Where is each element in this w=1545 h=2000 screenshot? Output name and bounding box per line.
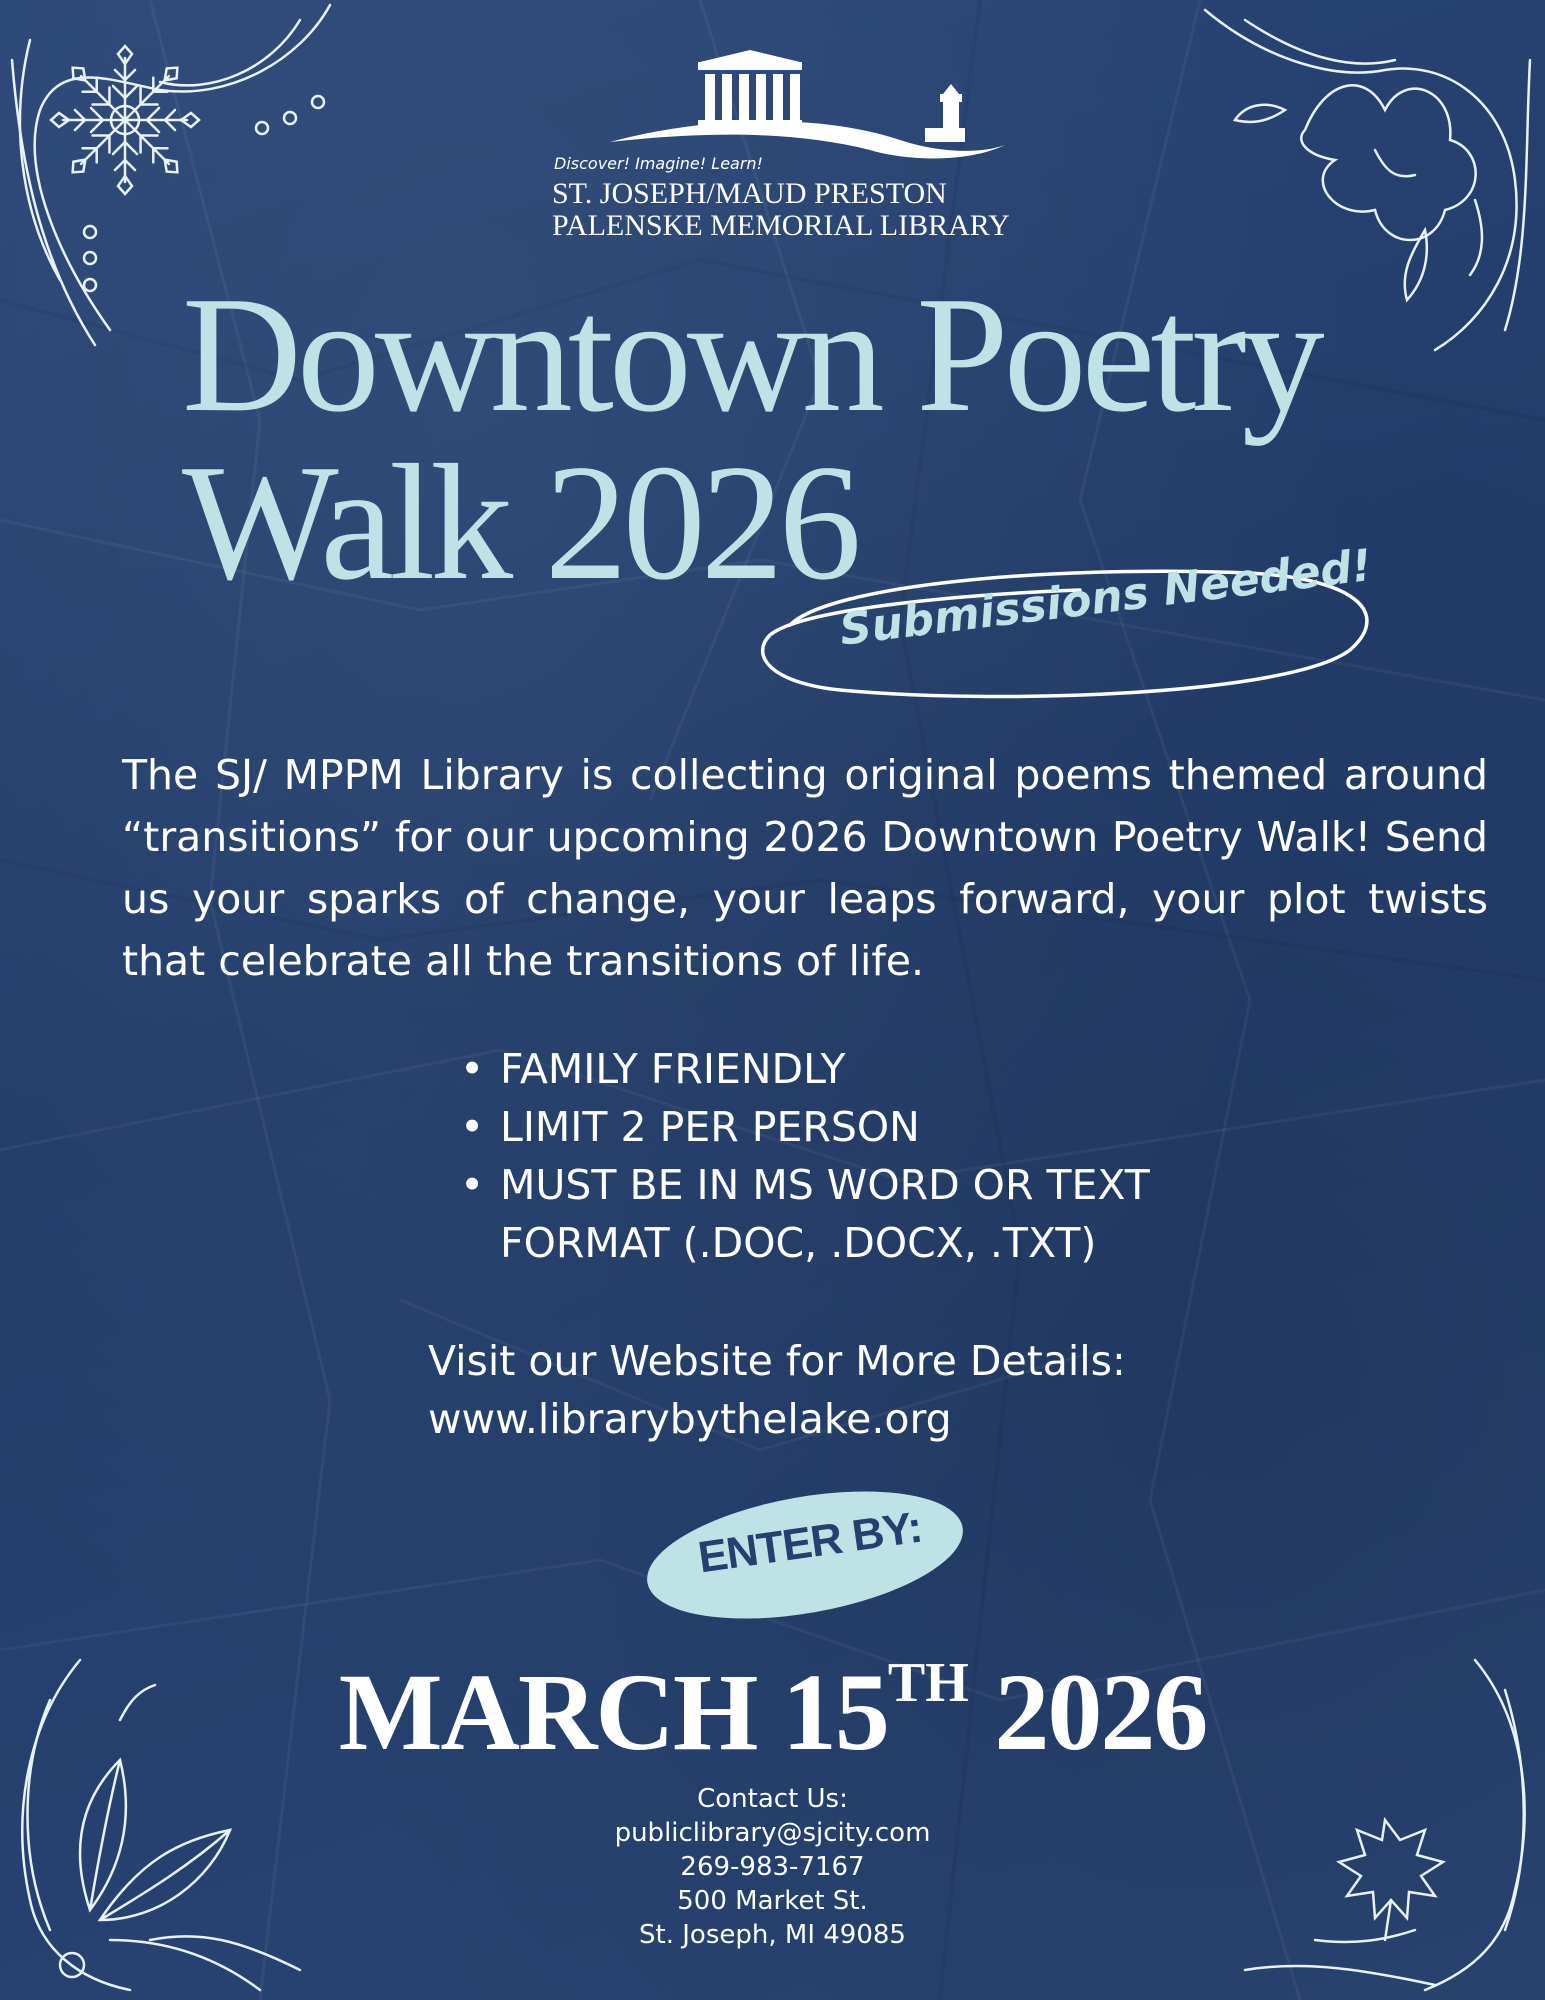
bullet-icon: •	[460, 1103, 485, 1151]
bullet-icon: •	[460, 1045, 485, 1093]
contact-street: 500 Market St.	[677, 1886, 868, 1916]
deadline-suffix: TH	[887, 1652, 969, 1714]
rule-item: • LIMIT 2 PER PERSON	[500, 1098, 1240, 1156]
contact-info	[0, 1782, 1545, 1952]
contact-city: St. Joseph, MI 49085	[639, 1920, 906, 1950]
title-line2: Walk 2026	[182, 430, 857, 614]
intro-paragraph: The SJ/ MPPM Library is collecting original poems themed around “transitions” for our upcoming 2026 Downtown Poetry Walk! Send us your sparks of change, your leaps forward, your plot twists that celebrate all the transitions of life.	[122, 751, 1488, 985]
website-link[interactable]: www.librarybythelake.org	[428, 1395, 952, 1443]
library-name-line2: PALENSKE MEMORIAL LIBRARY	[552, 209, 1010, 242]
submission-rules-list	[455, 1040, 1240, 1272]
website-info	[428, 1332, 1126, 1448]
bullet-icon: •	[460, 1161, 485, 1209]
enter-by-badge	[640, 1470, 970, 1620]
contact-heading: Contact Us:	[697, 1784, 848, 1814]
library-name-line1: ST. JOSEPH/MAUD PRESTON	[552, 177, 947, 210]
rule-item: • FAMILY FRIENDLY	[500, 1040, 1240, 1098]
submissions-callout	[750, 539, 1380, 715]
enter-by-text: ENTER BY:	[695, 1502, 925, 1583]
library-building-lighthouse-icon	[550, 50, 1030, 160]
deadline-date	[0, 1618, 1545, 1777]
library-tagline: Discover! Imagine! Learn!	[554, 154, 763, 173]
library-logo	[550, 50, 1030, 250]
rule-item: • MUST BE IN MS WORD OR TEXT FORMAT (.DOC, .DOCX, .TXT)	[500, 1156, 1240, 1272]
submissions-needed-text: Submissions Needed!	[836, 539, 1375, 656]
library-name	[552, 178, 1010, 242]
website-label: Visit our Website for More Details:	[428, 1337, 1126, 1385]
deadline-year: 2026	[994, 1651, 1207, 1773]
title-line1: Downtown Poetry	[182, 262, 1320, 446]
contact-phone[interactable]: 269-983-7167	[680, 1852, 865, 1882]
deadline-month-day: MARCH 15	[338, 1651, 888, 1773]
contact-email[interactable]: publiclibrary@sjcity.com	[614, 1818, 931, 1848]
